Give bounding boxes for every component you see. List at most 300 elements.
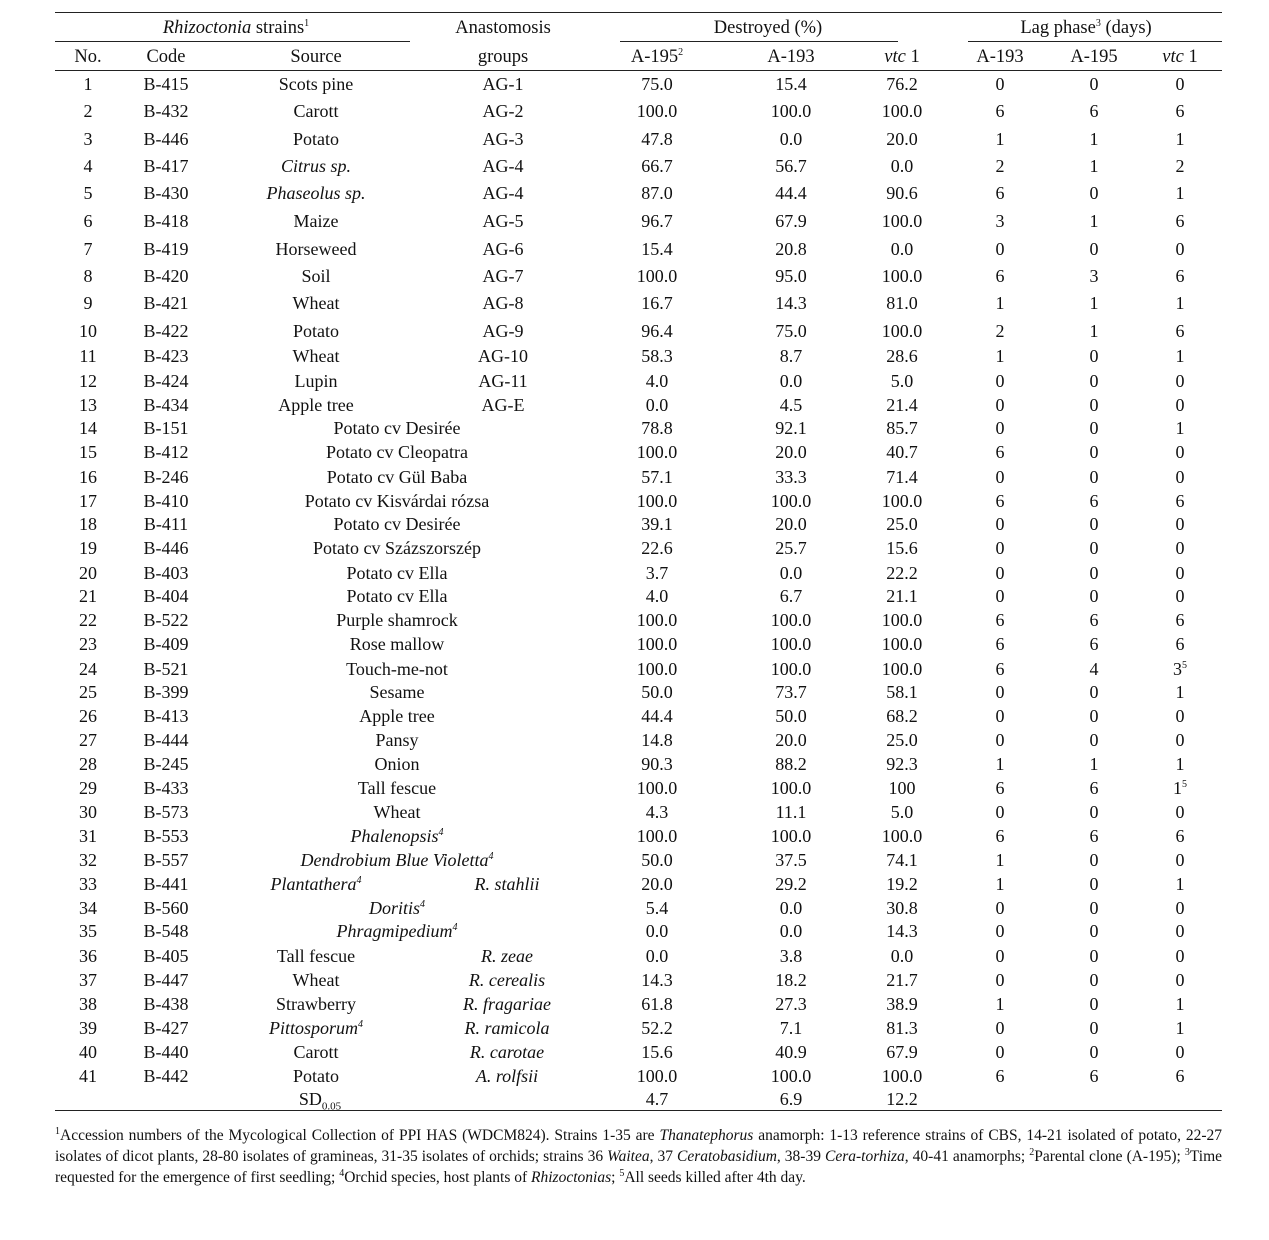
lag-vtc1: 1 — [1175, 994, 1185, 1014]
row-number: 10 — [79, 321, 97, 341]
strain-code: B-246 — [143, 467, 189, 487]
destroyed-a195: 96.4 — [641, 321, 673, 341]
table-row — [55, 729, 1222, 751]
lag-a195: 0 — [1089, 946, 1099, 966]
destroyed-vtc1: 67.9 — [886, 1042, 918, 1062]
destroyed-a193: 0.0 — [779, 371, 803, 391]
row-number: 40 — [79, 1042, 97, 1062]
lag-a195: 0 — [1089, 1018, 1099, 1038]
anastomosis-group: AG-11 — [478, 371, 528, 391]
row-number: 36 — [79, 946, 97, 966]
row-number: 38 — [79, 994, 97, 1014]
lag-vtc1: 0 — [1175, 946, 1185, 966]
lag-a195: 4 — [1089, 659, 1099, 679]
row-number: 6 — [83, 211, 93, 231]
lag-a195: 3 — [1089, 266, 1099, 286]
destroyed-a193: 37.5 — [775, 850, 807, 870]
anastomosis-group: AG-5 — [482, 211, 524, 231]
lag-vtc1: 0 — [1175, 442, 1185, 462]
destroyed-a193: 25.7 — [775, 538, 807, 558]
strain-code: B-560 — [143, 898, 189, 918]
strain-code: B-548 — [143, 921, 189, 941]
strain-source: Apple tree — [359, 706, 435, 726]
lag-a193: 0 — [995, 395, 1005, 415]
lag-vtc1: 0 — [1175, 970, 1185, 990]
lag-vtc1: 1 — [1175, 346, 1185, 366]
destroyed-vtc1: 81.0 — [886, 293, 918, 313]
strain-source: Onion — [374, 754, 420, 774]
header-source: Source — [290, 47, 342, 67]
header-rule-strains — [55, 41, 410, 42]
row-number: 24 — [79, 659, 97, 679]
lag-vtc1: 0 — [1175, 898, 1185, 918]
destroyed-a195: 15.6 — [641, 1042, 673, 1062]
lag-a193: 3 — [995, 211, 1005, 231]
footnote-segment: Rhizoctonias — [531, 1169, 612, 1186]
lag-a193: 0 — [995, 514, 1005, 534]
row-number: 14 — [79, 418, 97, 438]
lag-a195: 0 — [1089, 239, 1099, 259]
destroyed-a193: 20.0 — [775, 442, 807, 462]
destroyed-vtc1: 28.6 — [886, 346, 918, 366]
lag-a193: 1 — [995, 293, 1005, 313]
strain-code: B-418 — [143, 211, 189, 231]
lag-a195: 0 — [1089, 706, 1099, 726]
header-destroyed-a193: A-193 — [767, 47, 815, 67]
destroyed-a195: 15.4 — [641, 239, 673, 259]
strain-code: B-417 — [143, 156, 189, 176]
row-number: 39 — [79, 1018, 97, 1038]
destroyed-a195: 0.0 — [645, 395, 669, 415]
destroyed-a193: 0.0 — [779, 563, 803, 583]
strain-code: B-411 — [143, 514, 189, 534]
footnote-segment: Waitea — [607, 1148, 650, 1165]
destroyed-a195: 66.7 — [641, 156, 673, 176]
destroyed-a193: 0.0 — [779, 129, 803, 149]
table-row — [55, 658, 1222, 680]
species-name: R. stahlii — [474, 874, 540, 894]
destroyed-vtc1: 5.0 — [890, 371, 914, 391]
lag-vtc1: 6 — [1175, 211, 1185, 231]
strain-code: B-447 — [143, 970, 189, 990]
table-row — [55, 849, 1222, 871]
destroyed-a193: 18.2 — [775, 970, 807, 990]
lag-a195: 0 — [1089, 586, 1099, 606]
destroyed-vtc1: 100.0 — [881, 826, 923, 846]
species-name: R. zeae — [481, 946, 533, 966]
anastomosis-group: AG-4 — [482, 156, 524, 176]
strain-source: Potato cv Desirée — [333, 514, 461, 534]
destroyed-a195: 4.0 — [645, 586, 669, 606]
lag-a195: 0 — [1089, 994, 1099, 1014]
row-number: 21 — [79, 586, 97, 606]
lag-a195: 0 — [1089, 850, 1099, 870]
strain-source: Citrus sp. — [280, 156, 352, 176]
lag-a195: 0 — [1089, 183, 1099, 203]
table-row — [55, 238, 1222, 260]
row-number: 18 — [79, 514, 97, 534]
table-row — [55, 537, 1222, 559]
table-row — [55, 945, 1222, 967]
lag-a195: 1 — [1089, 211, 1099, 231]
strain-code: B-433 — [143, 778, 189, 798]
lag-vtc1: $1^5$ — [1173, 778, 1187, 798]
destroyed-vtc1: 100.0 — [881, 321, 923, 341]
lag-vtc1: 0 — [1175, 395, 1185, 415]
lag-vtc1: 6 — [1175, 266, 1185, 286]
destroyed-a193: 95.0 — [775, 266, 807, 286]
lag-a193: 1 — [995, 129, 1005, 149]
strain-code: B-434 — [143, 395, 189, 415]
footnote-segment: Accession numbers of the Mycological Collection of PPI HAS (WDCM824). Strains 1-35 are — [60, 1127, 660, 1144]
table-row — [55, 562, 1222, 584]
footnote-segment: Parental clone (A-195); — [1034, 1148, 1185, 1165]
anastomosis-group: AG-4 — [482, 183, 524, 203]
lag-a193: 6 — [995, 610, 1005, 630]
row-number: 8 — [83, 266, 93, 286]
table-row — [55, 920, 1222, 942]
row-number: 1 — [83, 74, 93, 94]
lag-vtc1: 0 — [1175, 239, 1185, 259]
destroyed-a193: 100.0 — [770, 634, 812, 654]
lag-vtc1: 6 — [1175, 610, 1185, 630]
strain-code: B-446 — [143, 538, 189, 558]
destroyed-vtc1: 21.4 — [886, 395, 918, 415]
lag-vtc1: 0 — [1175, 563, 1185, 583]
row-number: 34 — [79, 898, 97, 918]
row-number: 19 — [79, 538, 97, 558]
lag-vtc1: 1 — [1175, 1018, 1185, 1038]
destroyed-a195: 4.0 — [645, 371, 669, 391]
destroyed-vtc1: 100.0 — [881, 101, 923, 121]
lag-a193: 6 — [995, 101, 1005, 121]
lag-a193: 6 — [995, 634, 1005, 654]
lag-a195: 0 — [1089, 442, 1099, 462]
lag-a193: 0 — [995, 682, 1005, 702]
anastomosis-group: AG-9 — [482, 321, 524, 341]
strain-source: Carott — [293, 1042, 339, 1062]
lag-a193: 6 — [995, 1066, 1005, 1086]
lag-a193: 0 — [995, 802, 1005, 822]
row-number: 25 — [79, 682, 97, 702]
destroyed-a193: 50.0 — [775, 706, 807, 726]
lag-a195: 6 — [1089, 634, 1099, 654]
lag-vtc1: 6 — [1175, 101, 1185, 121]
anastomosis-group: AG-10 — [478, 346, 528, 366]
destroyed-a193: 29.2 — [775, 874, 807, 894]
footnote-segment: anamorph: 1-13 reference strains of CBS, 14-21 isolated of potato, 22-27 isolates of dicot plants, 28-80 isolates of gramineas, 31-35 isolates of orchids; strains 36 — [55, 1127, 1222, 1165]
lag-vtc1: 1 — [1175, 754, 1185, 774]
destroyed-a195: 78.8 — [641, 418, 673, 438]
row-number: 23 — [79, 634, 97, 654]
destroyed-a195: 0.0 — [645, 946, 669, 966]
lag-vtc1: 1 — [1175, 183, 1185, 203]
lag-a195: 1 — [1089, 293, 1099, 313]
strain-source: Potato cv Kisvárdai rózsa — [304, 491, 490, 511]
lag-a195: 0 — [1089, 730, 1099, 750]
destroyed-a195: 57.1 — [641, 467, 673, 487]
destroyed-a195: 87.0 — [641, 183, 673, 203]
destroyed-a195: 100.0 — [636, 634, 678, 654]
lag-vtc1: 6 — [1175, 321, 1185, 341]
lag-a195: 1 — [1089, 129, 1099, 149]
sd-row — [55, 1088, 1222, 1113]
destroyed-a195: 47.8 — [641, 129, 673, 149]
destroyed-a193: 100.0 — [770, 1066, 812, 1086]
strain-source: Scots pine — [278, 74, 354, 94]
strain-source: Phragmipedium$^4$ — [336, 921, 458, 941]
lag-a195: 0 — [1089, 371, 1099, 391]
lag-a193: 0 — [995, 898, 1005, 918]
destroyed-a195: 100.0 — [636, 610, 678, 630]
footnote-segment: 5 — [619, 1167, 625, 1179]
row-number: 33 — [79, 874, 97, 894]
lag-vtc1: 0 — [1175, 467, 1185, 487]
strain-code: B-573 — [143, 802, 189, 822]
destroyed-a195: 4.3 — [645, 802, 669, 822]
lag-a195: 6 — [1089, 826, 1099, 846]
table-row — [55, 265, 1222, 287]
footnote-segment: 1 — [55, 1125, 60, 1137]
lag-a195: 0 — [1089, 970, 1099, 990]
destroyed-a195: 5.4 — [645, 898, 669, 918]
strain-code: B-409 — [143, 634, 189, 654]
top-rule — [55, 12, 1222, 13]
lag-a195: 0 — [1089, 467, 1099, 487]
strain-source: Potato cv Cleopatra — [326, 442, 468, 462]
destroyed-a195: 61.8 — [641, 994, 673, 1014]
lag-a193: 0 — [995, 1018, 1005, 1038]
footnote-segment: Cera-torhiza — [824, 1148, 905, 1165]
destroyed-vtc1: 92.3 — [886, 754, 918, 774]
lag-a193: 0 — [995, 74, 1005, 94]
lag-a193: 6 — [995, 442, 1005, 462]
strain-code: B-412 — [143, 442, 189, 462]
lag-a195: 0 — [1089, 1042, 1099, 1062]
strain-code: B-442 — [143, 1066, 189, 1086]
destroyed-a195: 100.0 — [636, 491, 678, 511]
destroyed-a193: 100.0 — [770, 826, 812, 846]
lag-a195: 0 — [1089, 74, 1099, 94]
row-number: 13 — [79, 395, 97, 415]
lag-vtc1: 0 — [1175, 371, 1185, 391]
destroyed-a193: 100.0 — [770, 610, 812, 630]
strain-source: Purple shamrock — [336, 610, 458, 630]
destroyed-vtc1: 71.4 — [886, 467, 918, 487]
strain-source: Potato cv Gül Baba — [326, 467, 468, 487]
table-row — [55, 1041, 1222, 1063]
strain-code: B-421 — [143, 293, 189, 313]
lag-a193: 1 — [995, 754, 1005, 774]
destroyed-a193: 15.4 — [775, 74, 807, 94]
lag-a193: 0 — [995, 538, 1005, 558]
destroyed-a193: 6.7 — [779, 586, 803, 606]
strain-source: Carott — [293, 101, 339, 121]
header-rule-lag — [968, 41, 1222, 42]
destroyed-a193: 0.0 — [779, 898, 803, 918]
strain-code: B-151 — [143, 418, 189, 438]
destroyed-a195: 39.1 — [641, 514, 673, 534]
table-row — [55, 801, 1222, 823]
anastomosis-group: AG-8 — [482, 293, 524, 313]
destroyed-a195: 96.7 — [641, 211, 673, 231]
header-lag-a195: A-195 — [1070, 47, 1118, 67]
lag-a193: 0 — [995, 586, 1005, 606]
table-row — [55, 873, 1222, 895]
lag-vtc1: 1 — [1175, 293, 1185, 313]
strain-code: B-399 — [143, 682, 189, 702]
species-name: R. cerealis — [468, 970, 546, 990]
header-anastomosis: Anastomosis — [455, 18, 551, 38]
lag-a195: 0 — [1089, 898, 1099, 918]
footnote-segment: Time requested for the emergence of first seedling; — [55, 1148, 1223, 1186]
destroyed-a193: 3.8 — [779, 946, 803, 966]
anastomosis-group: AG-3 — [482, 129, 524, 149]
strain-source: Plantathera$^4$ — [270, 874, 362, 894]
destroyed-vtc1: 5.0 — [890, 802, 914, 822]
anastomosis-group: AG-E — [481, 395, 525, 415]
lag-a193: 2 — [995, 321, 1005, 341]
strain-source: Potato cv Ella — [346, 586, 448, 606]
table-row — [55, 320, 1222, 342]
lag-a193: 1 — [995, 994, 1005, 1014]
strain-source: Potato — [292, 1066, 340, 1086]
header-destroyed-a195: $A-195^2$ — [630, 46, 684, 67]
destroyed-vtc1: 76.2 — [886, 74, 918, 94]
destroyed-vtc1: 40.7 — [886, 442, 918, 462]
row-number: 15 — [79, 442, 97, 462]
destroyed-vtc1: 22.2 — [886, 563, 918, 583]
lag-vtc1: 6 — [1175, 491, 1185, 511]
sd-vtc1: 12.2 — [886, 1089, 918, 1109]
row-number: 27 — [79, 730, 97, 750]
lag-a195: 1 — [1089, 156, 1099, 176]
lag-a193: 0 — [995, 371, 1005, 391]
strain-source: Phaseolus sp. — [266, 183, 366, 203]
header-destroyed-vtc1: vtc 1 — [884, 47, 920, 67]
footnote-segment: ; — [611, 1169, 620, 1186]
lag-a193: 6 — [995, 778, 1005, 798]
table-footnote — [55, 1125, 1222, 1188]
destroyed-a193: 40.9 — [775, 1042, 807, 1062]
strain-source: Dendrobium Blue Violetta$^4$ — [300, 850, 494, 870]
destroyed-a195: 100.0 — [636, 101, 678, 121]
species-name: A. rolfsii — [475, 1066, 539, 1086]
destroyed-vtc1: 100.0 — [881, 610, 923, 630]
destroyed-vtc1: 25.0 — [886, 730, 918, 750]
row-number: 4 — [83, 156, 93, 176]
strain-code: B-419 — [143, 239, 189, 259]
lag-a193: 0 — [995, 946, 1005, 966]
table-row — [55, 513, 1222, 535]
footnote-segment: Ceratobasidium — [677, 1148, 777, 1165]
table-row — [55, 705, 1222, 727]
destroyed-vtc1: 58.1 — [886, 682, 918, 702]
destroyed-vtc1: 38.9 — [886, 994, 918, 1014]
footnote-segment: Orchid species, host plants of — [344, 1169, 532, 1186]
strain-code: B-553 — [143, 826, 189, 846]
table-row — [55, 681, 1222, 703]
destroyed-vtc1: 15.6 — [886, 538, 918, 558]
strain-source: Strawberry — [276, 994, 356, 1014]
lag-vtc1: 0 — [1175, 850, 1185, 870]
row-number: 7 — [83, 239, 93, 259]
destroyed-a193: 100.0 — [770, 101, 812, 121]
lag-a193: 6 — [995, 183, 1005, 203]
strain-source: Maize — [293, 211, 339, 231]
strain-code: B-557 — [143, 850, 189, 870]
lag-a193: 1 — [995, 850, 1005, 870]
destroyed-a195: 14.8 — [641, 730, 673, 750]
strain-source: Potato — [292, 129, 340, 149]
destroyed-a195: 75.0 — [641, 74, 673, 94]
lag-a193: 0 — [995, 467, 1005, 487]
anastomosis-group: AG-6 — [482, 239, 524, 259]
destroyed-a193: 67.9 — [775, 211, 807, 231]
destroyed-vtc1: 74.1 — [886, 850, 918, 870]
destroyed-a195: 100.0 — [636, 266, 678, 286]
lag-a195: 0 — [1089, 563, 1099, 583]
footnote-segment: , 37 — [649, 1148, 677, 1165]
table-row — [55, 370, 1222, 392]
footnote-segment: , 38-39 — [776, 1148, 825, 1165]
destroyed-vtc1: 100.0 — [881, 634, 923, 654]
strain-source: Wheat — [292, 970, 340, 990]
header-lag-phase: Lag phase$^3$ (days) — [1020, 17, 1152, 38]
strain-code: B-521 — [143, 659, 189, 679]
lag-a193: 0 — [995, 563, 1005, 583]
table-row — [55, 969, 1222, 991]
row-number: 32 — [79, 850, 97, 870]
table-row — [55, 633, 1222, 655]
lag-a195: 6 — [1089, 610, 1099, 630]
bottom-rule — [55, 1110, 1222, 1111]
sd-a195: 4.7 — [645, 1089, 669, 1109]
lag-a193: 1 — [995, 874, 1005, 894]
table-row — [55, 1065, 1222, 1087]
row-number: 9 — [83, 293, 93, 313]
lag-vtc1: 0 — [1175, 802, 1185, 822]
row-number: 2 — [83, 101, 93, 121]
destroyed-a195: 44.4 — [641, 706, 673, 726]
strain-source: Sesame — [369, 682, 425, 702]
destroyed-a193: 100.0 — [770, 659, 812, 679]
destroyed-a193: 44.4 — [775, 183, 807, 203]
lag-a195: 1 — [1089, 754, 1099, 774]
table-row — [55, 292, 1222, 314]
destroyed-vtc1: 19.2 — [886, 874, 918, 894]
row-number: 28 — [79, 754, 97, 774]
strain-source: Horseweed — [275, 239, 357, 259]
lag-a195: 6 — [1089, 101, 1099, 121]
strain-code: B-441 — [143, 874, 189, 894]
destroyed-a195: 90.3 — [641, 754, 673, 774]
sd-label: $SD_{0.05}$ — [298, 1089, 342, 1113]
destroyed-a195: 58.3 — [641, 346, 673, 366]
strain-code: B-522 — [143, 610, 189, 630]
footnote-segment: Thanatephorus — [659, 1127, 754, 1144]
destroyed-a195: 52.2 — [641, 1018, 673, 1038]
destroyed-a195: 100.0 — [636, 659, 678, 679]
destroyed-a193: 4.5 — [779, 395, 803, 415]
lag-vtc1: 6 — [1175, 634, 1185, 654]
strain-source: Potato cv Százszorszép — [313, 538, 481, 558]
destroyed-vtc1: 100.0 — [881, 491, 923, 511]
strain-source: Wheat — [292, 346, 340, 366]
destroyed-vtc1: 100.0 — [881, 1066, 923, 1086]
lag-a195: 6 — [1089, 491, 1099, 511]
table-row — [55, 417, 1222, 439]
